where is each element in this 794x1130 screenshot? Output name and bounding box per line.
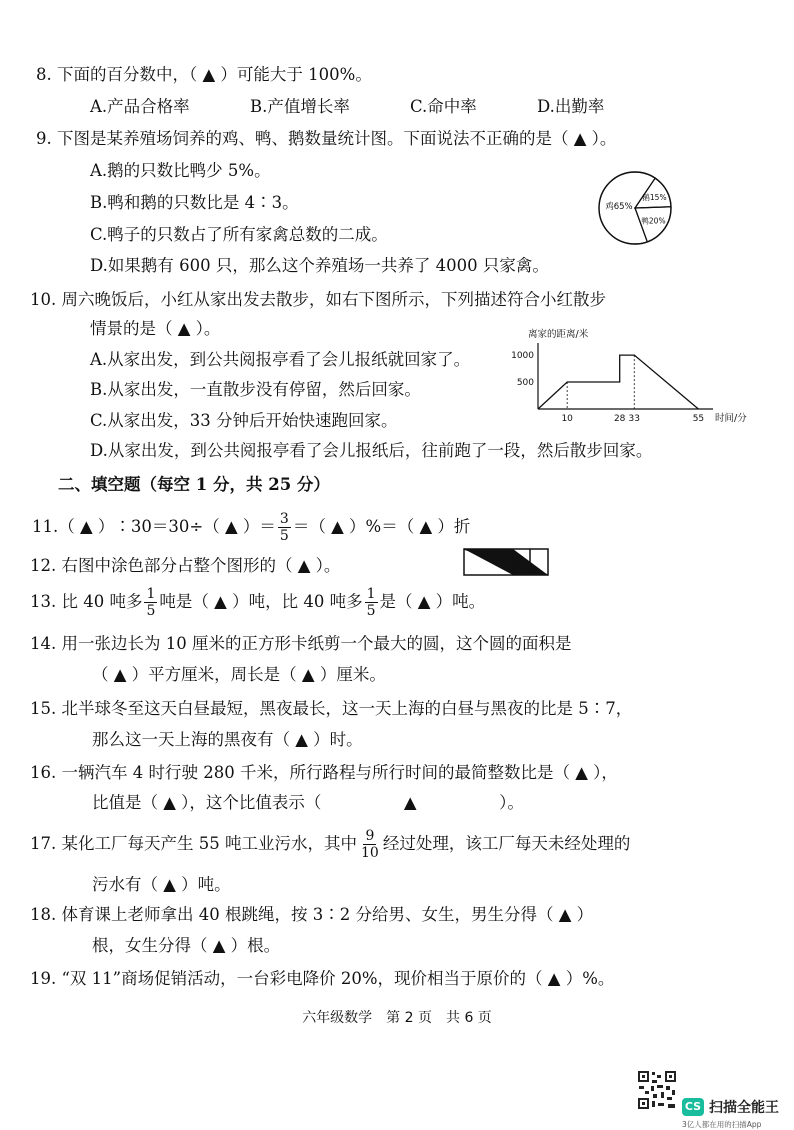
q10-distance-time-chart	[500, 325, 747, 425]
q11-numerator: 3	[279, 511, 289, 527]
q10-stem-line1: 10. 周六晚饭后，小红从家出发去散步，如右下图所示，下列描述符合小红散步	[30, 290, 606, 309]
x-tick-55: 55	[692, 414, 705, 424]
q10-option-c: C.从家出发，33 分钟后开始快速跑回家。	[90, 411, 398, 430]
q10-option-b: B.从家出发，一直散步没有停留，然后回家。	[90, 380, 421, 399]
q15-line1: 15. 北半球冬至这天白昼最短，黑夜最长，这一天上海的白昼与黑夜的比是 5∶7，	[30, 699, 633, 718]
x-tick-10: 10	[561, 414, 573, 424]
x-tick-33: 33	[628, 414, 640, 424]
distance-line	[538, 355, 698, 409]
q11-part-b: ＝（ ▲ ）%＝（ ▲ ）折	[292, 517, 471, 536]
q13-fraction-1	[144, 586, 157, 619]
q17-line1	[30, 824, 630, 864]
q8-option-b: B.产值增长率	[250, 97, 350, 116]
scanner-brand	[682, 1097, 779, 1130]
q11	[32, 507, 470, 547]
q13-part-b: 吨是（ ▲ ）吨，比 40 吨多	[159, 592, 363, 611]
q14-line1: 14. 用一张边长为 10 厘米的正方形卡纸剪一个最大的圆，这个圆的面积是	[30, 634, 572, 653]
q11-fraction	[278, 511, 291, 544]
scanner-tagline: 3亿人都在用的扫描App	[682, 1120, 762, 1129]
scanner-name: 扫描全能王	[709, 1100, 779, 1116]
x-tick-28: 28	[613, 414, 626, 424]
pie-label-2: 鹅15%	[642, 193, 667, 203]
section-title: 二、填空题（每空 1 分，共 25 分）	[58, 475, 330, 494]
q15-line2: 那么这一天上海的黑夜有（ ▲ ）时。	[92, 730, 363, 749]
pie-label-0: 鸡65%	[605, 202, 633, 212]
q13-part-a: 13. 比 40 吨多	[30, 592, 143, 611]
q13-numerator-2: 1	[366, 586, 376, 602]
q11-denominator: 5	[279, 528, 289, 544]
q11-part-a: 11.（ ▲ ）∶30＝30÷（ ▲ ）＝	[32, 517, 276, 536]
q16-line2: 比值是（ ▲ ），这个比值表示（ ▲ ）。	[92, 793, 524, 812]
q13-numerator-1: 1	[146, 586, 156, 602]
q9-option-d: D.如果鹅有 600 只，那么这个养殖场一共养了 4000 只家禽。	[90, 256, 549, 275]
q12-shaded-figure	[463, 548, 549, 576]
q18-line2: 根，女生分得（ ▲ ）根。	[92, 936, 281, 955]
q8-stem: 8. 下面的百分数中，（ ▲ ）可能大于 100%。	[36, 65, 372, 84]
q8-option-c: C.命中率	[410, 97, 477, 116]
x-axis-label: 时间/分	[715, 413, 747, 424]
q13	[30, 582, 485, 622]
q10-option-a: A.从家出发，到公共阅报亭看了会儿报纸就回家了。	[90, 350, 471, 369]
q17-part-b: 经过处理，该工厂每天未经处理的	[382, 834, 631, 853]
q9-stem: 9. 下图是某养殖场饲养的鸡、鸭、鹅数量统计图。下面说法不正确的是（ ▲ ）。	[36, 129, 617, 148]
q8-option-a: A.产品合格率	[90, 97, 190, 116]
q19-text: 19. “双 11”商场促销活动，一台彩电降价 20%，现价相当于原价的（ ▲ ）%。	[30, 969, 615, 988]
q9-option-b: B.鸭和鹅的只数比是 4∶3。	[90, 193, 299, 212]
q10-stem-line2: 情景的是（ ▲ ）。	[90, 319, 221, 338]
y-tick-1000: 1000	[511, 351, 534, 362]
camscanner-logo-icon: CS	[682, 1098, 704, 1116]
q17-fraction	[359, 828, 381, 861]
q8-option-d: D.出勤率	[537, 97, 605, 116]
q13-part-c: 是（ ▲ ）吨。	[379, 592, 486, 611]
q9-option-c: C.鸭子的只数占了所有家禽总数的二成。	[90, 225, 388, 244]
y-axis-label: 离家的距离/米	[528, 329, 589, 340]
page-footer: 六年级数学 第 2 页 共 6 页	[302, 1010, 492, 1026]
pie-label-1: 鸭20%	[641, 216, 666, 226]
y-tick-500: 500	[516, 378, 534, 389]
q13-denominator-2: 5	[366, 603, 376, 619]
q16-line1: 16. 一辆汽车 4 时行驶 280 千米，所行路程与所行时间的最简整数比是（ ▲ ），	[30, 763, 618, 782]
q13-fraction-2	[365, 586, 378, 619]
q17-line2: 污水有（ ▲ ）吨。	[92, 875, 231, 894]
q18-line1: 18. 体育课上老师拿出 40 根跳绳，按 3∶2 分给男、女生，男生分得（ ▲ ）	[30, 905, 594, 924]
qr-code-icon	[637, 1070, 677, 1110]
q12-text: 12. 右图中涂色部分占整个图形的（ ▲ ）。	[30, 556, 341, 575]
q13-denominator-1: 5	[146, 603, 156, 619]
q9-pie-chart	[595, 168, 675, 248]
q9-option-a: A.鹅的只数比鸭少 5%。	[90, 161, 271, 180]
q17-part-a: 17. 某化工厂每天产生 55 吨工业污水，其中	[30, 834, 357, 853]
q17-numerator: 9	[365, 828, 375, 844]
q17-denominator: 10	[360, 845, 379, 861]
q14-line2: （ ▲ ）平方厘米，周长是（ ▲ ）厘米。	[92, 665, 386, 684]
q10-option-d: D.从家出发，到公共阅报亭看了会儿报纸后，往前跑了一段，然后散步回家。	[90, 441, 653, 460]
